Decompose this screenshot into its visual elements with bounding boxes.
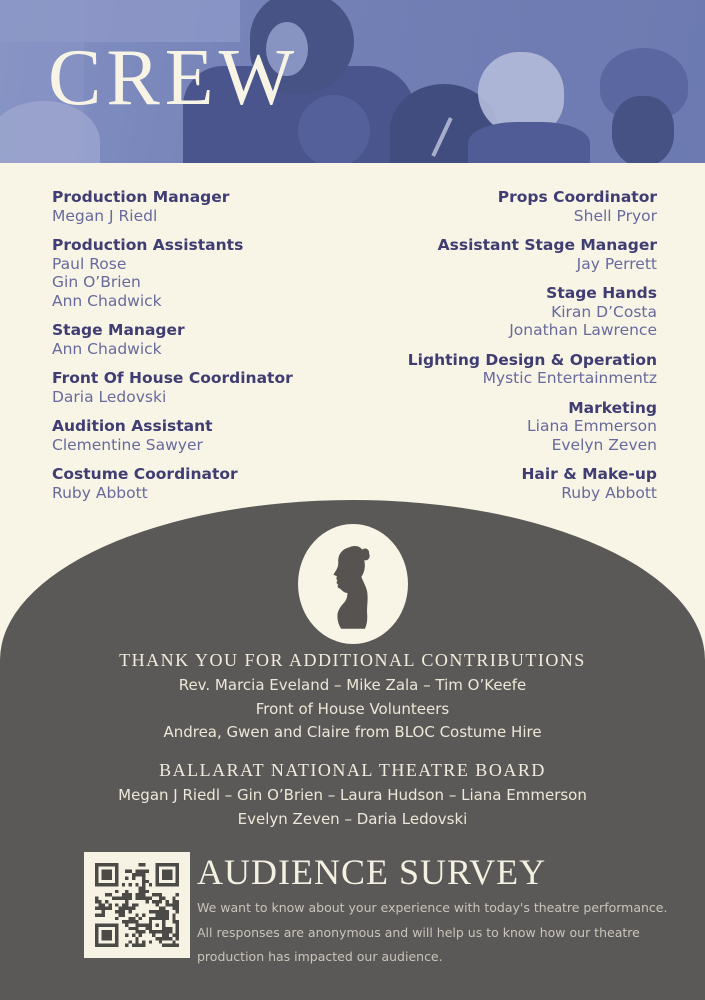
crew-group xyxy=(52,321,293,358)
crew-group xyxy=(498,188,657,225)
crew-role: Production Assistants xyxy=(52,236,244,254)
board-line: Megan J Riedl – Gin O’Brien – Laura Hudson – Liana Emmerson xyxy=(118,786,587,804)
crew-member-name: Liana Emmerson xyxy=(527,417,657,435)
crew-role: Costume Coordinator xyxy=(52,465,238,483)
survey-line: production has impacted our audience. xyxy=(197,949,443,964)
crew-banner-photo xyxy=(0,0,705,163)
crew-column-right xyxy=(408,188,657,502)
crew-member-name: Ann Chadwick xyxy=(52,339,162,358)
survey-heading: AUDIENCE SURVEY xyxy=(197,852,547,892)
crew-member-name: Mystic Entertainmentz xyxy=(482,369,657,387)
crew-member-name: Ruby Abbott xyxy=(561,483,657,502)
crew-member-name: Jonathan Lawrence xyxy=(509,321,657,339)
thanks-line: Andrea, Gwen and Claire from BLOC Costume Hire xyxy=(163,723,542,741)
qr-code-icon xyxy=(95,863,179,947)
qr-code xyxy=(84,852,190,958)
crew-member-name: Clementine Sawyer xyxy=(52,435,203,454)
crew-credits xyxy=(52,188,657,502)
crew-group xyxy=(438,236,657,273)
crew-role: Props Coordinator xyxy=(497,188,657,206)
survey-line: We want to know about your experience with today's theatre performance. xyxy=(197,900,668,915)
thanks-heading: THANK YOU FOR ADDITIONAL CONTRIBUTIONS xyxy=(119,650,586,670)
crew-role: Audition Assistant xyxy=(52,417,213,435)
crew-column-left xyxy=(52,188,293,502)
board-lines xyxy=(0,784,705,831)
survey-text xyxy=(197,852,675,970)
crew-member-name: Kiran D’Costa xyxy=(551,302,657,321)
crew-role: Lighting Design & Operation xyxy=(407,350,657,369)
crew-member-name: Jay Perrett xyxy=(576,254,657,273)
crew-group xyxy=(52,465,293,502)
crew-member-name: Megan J Riedl xyxy=(52,206,158,225)
footer-dome xyxy=(0,500,705,1000)
crew-role: Stage Hands xyxy=(546,284,657,302)
audience-survey-block xyxy=(84,852,675,970)
crew-group xyxy=(52,417,293,454)
survey-line: All responses are anonymous and will help us to know how our theatre xyxy=(197,924,640,940)
crew-group xyxy=(521,465,657,502)
survey-description xyxy=(197,896,675,970)
crew-role: Stage Manager xyxy=(52,321,185,339)
crew-role: Marketing xyxy=(568,398,657,417)
crew-role: Front Of House Coordinator xyxy=(52,369,293,387)
crew-group xyxy=(52,188,293,225)
thanks-line: Rev. Marcia Eveland – Mike Zala – Tim O’Keefe xyxy=(178,676,527,694)
crew-member-name: Paul Rose xyxy=(52,254,127,273)
page-title: CREW xyxy=(48,34,300,122)
crew-group xyxy=(509,284,657,340)
crew-member-name: Ruby Abbott xyxy=(52,483,148,502)
thanks-lines xyxy=(0,674,705,745)
board-line: Evelyn Zeven – Daria Ledovski xyxy=(237,809,468,828)
thanks-line: Front of House Volunteers xyxy=(255,699,450,718)
crew-member-name: Evelyn Zeven xyxy=(551,435,657,454)
crew-member-name: Ann Chadwick xyxy=(52,291,162,310)
crew-group xyxy=(52,369,293,406)
crew-group xyxy=(527,399,657,455)
crew-role: Production Manager xyxy=(52,188,230,206)
crew-role: Assistant Stage Manager xyxy=(437,236,657,254)
crew-group xyxy=(52,236,293,310)
board-heading: BALLARAT NATIONAL THEATRE BOARD xyxy=(159,760,546,780)
crew-member-name: Shell Pryor xyxy=(573,206,657,225)
woman-cameo-silhouette-icon xyxy=(318,536,388,636)
crew-group xyxy=(408,351,657,388)
crew-role: Hair & Make-up xyxy=(521,465,657,483)
crew-member-name: Daria Ledovski xyxy=(52,387,167,406)
cameo-badge xyxy=(298,524,408,644)
crew-member-name: Gin O’Brien xyxy=(52,273,141,291)
